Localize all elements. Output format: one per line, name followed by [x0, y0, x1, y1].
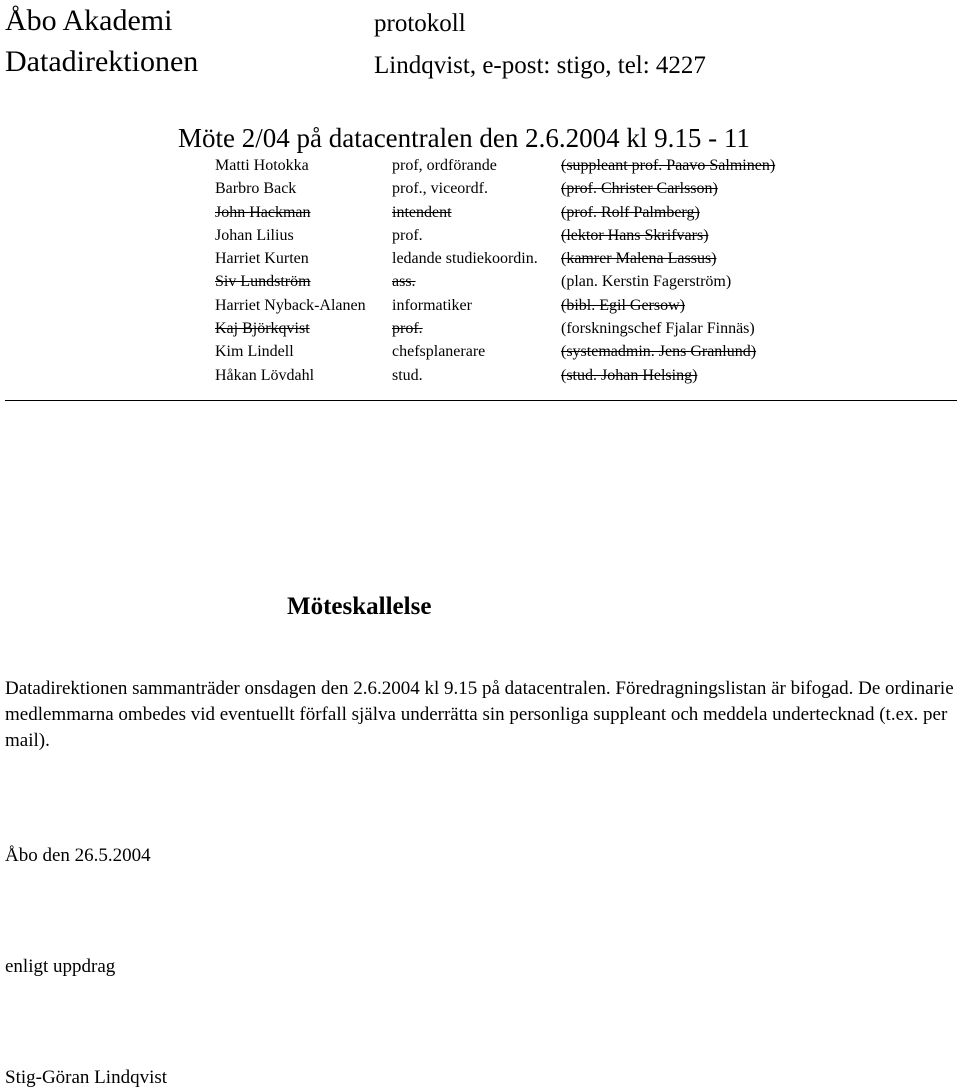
member-title: prof., viceordf.	[392, 180, 488, 198]
member-row	[215, 154, 775, 177]
signatory-name: Stig-Göran Lindqvist	[5, 1067, 168, 1088]
place-date: Åbo den 26.5.2004	[5, 845, 151, 866]
member-row	[215, 294, 775, 317]
org-name: Åbo Akademi	[5, 4, 173, 37]
member-name: Håkan Lövdahl	[215, 366, 315, 384]
notice-title: Möteskallelse	[287, 593, 432, 620]
member-substitute: (systemadmin. Jens Granlund)	[561, 343, 757, 361]
member-name: Matti Hotokka	[215, 157, 309, 174]
member-substitute: (bibl. Egil Gersow)	[561, 296, 685, 314]
member-row	[215, 224, 775, 247]
member-row	[215, 247, 775, 270]
member-substitute: (forskningschef Fjalar Finnäs)	[561, 320, 755, 338]
member-substitute: (plan. Kerstin Fagerström)	[561, 273, 732, 291]
member-row	[215, 340, 775, 363]
member-title: prof.	[392, 226, 423, 244]
member-name: Harriet Nyback-Alanen	[215, 296, 366, 314]
member-substitute: (prof. Rolf Palmberg)	[561, 203, 700, 221]
contact-info: Lindqvist, e-post: stigo, tel: 4227	[374, 52, 706, 79]
member-title: ass.	[392, 273, 416, 291]
member-title: chefsplanerare	[392, 343, 486, 361]
member-substitute: (lektor Hans Skrifvars)	[561, 226, 709, 244]
member-row	[215, 201, 775, 224]
member-substitute: (prof. Christer Carlsson)	[561, 180, 718, 198]
member-title: prof, ordförande	[392, 157, 497, 174]
document-type: protokoll	[374, 10, 466, 37]
member-substitute: (stud. Johan Helsing)	[561, 366, 698, 384]
member-name: Kim Lindell	[215, 343, 294, 361]
member-title: stud.	[392, 366, 423, 384]
member-name: Kaj Björkqvist	[215, 320, 310, 338]
member-row	[215, 364, 775, 387]
member-row	[215, 177, 775, 200]
member-name: Johan Lilius	[215, 226, 294, 244]
member-title: prof.	[392, 320, 423, 338]
divider	[5, 400, 957, 401]
member-substitute: (kamrer Malena Lassus)	[561, 250, 717, 268]
member-title: intendent	[392, 203, 452, 221]
member-substitute: (suppleant prof. Paavo Salminen)	[561, 157, 776, 174]
mandate: enligt uppdrag	[5, 956, 116, 977]
member-name: Harriet Kurten	[215, 250, 309, 268]
meeting-line: Möte 2/04 på datacentralen den 2.6.2004 kl 9.15 - 11	[178, 123, 750, 153]
department-name: Datadirektionen	[5, 45, 199, 78]
member-title: ledande studiekoordin.	[392, 250, 538, 268]
member-title: informatiker	[392, 296, 472, 314]
members-table	[215, 154, 775, 387]
member-name: John Hackman	[215, 203, 311, 221]
member-name: Barbro Back	[215, 180, 297, 198]
member-row	[215, 317, 775, 340]
notice-body: Datadirektionen sammanträder onsdagen den 2.6.2004 kl 9.15 på datacentralen. Föredragningslistan är bifogad. De ordinarie medlemmarna ombedes vid eventuellt förfall själva underrätta sin personliga suppleant och meddela undertecknad (t.ex. per mail).	[5, 678, 954, 751]
member-name: Siv Lundström	[215, 273, 311, 291]
member-row	[215, 270, 775, 293]
